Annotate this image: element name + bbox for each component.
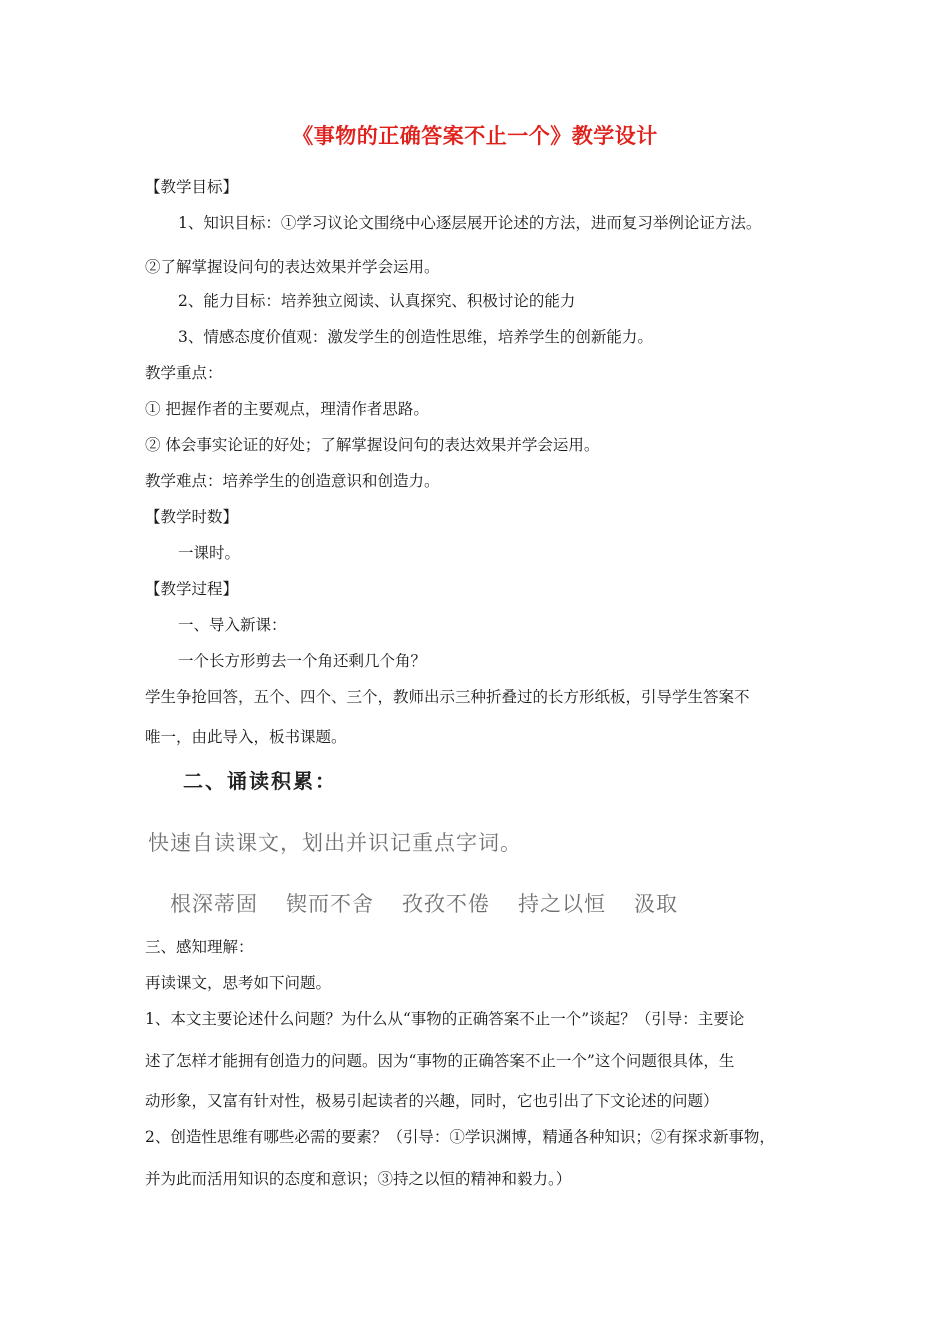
document-title: 《事物的正确答案不止一个》教学设计 bbox=[292, 124, 658, 148]
step2-task: 快速自读课文，划出并识记重点字词。 bbox=[148, 831, 522, 855]
key-point-1: ① 把握作者的主要观点，理清作者思路。 bbox=[145, 400, 429, 418]
vocabulary-word: 孜孜不倦 bbox=[402, 892, 490, 916]
vocabulary-word: 锲而不舍 bbox=[286, 892, 374, 916]
step3-intro: 再读课文，思考如下问题。 bbox=[145, 974, 332, 992]
difficulty-text: 教学难点：培养学生的创造意识和创造力。 bbox=[145, 472, 440, 490]
key-points-heading: 教学重点： bbox=[145, 364, 223, 382]
question-1-c: 动形象，又富有针对性，极易引起读者的兴趣，同时，它也引出了下文论述的问题） bbox=[145, 1092, 719, 1110]
vocabulary-word: 持之以恒 bbox=[518, 892, 606, 916]
goal-knowledge: 1、知识目标：①学习议论文围绕中心逐层展开论述的方法，进而复习举例论证方法。 bbox=[178, 214, 762, 232]
question-1-a: 1、本文主要论述什么问题？为什么从“事物的正确答案不止一个”谈起？（引导：主要论 bbox=[145, 1010, 745, 1028]
hours-heading: 【教学时数】 bbox=[145, 508, 239, 526]
key-point-2: ② 体会事实论证的好处；了解掌握设问句的表达效果并学会运用。 bbox=[145, 436, 600, 454]
process-heading: 【教学过程】 bbox=[145, 580, 239, 598]
goal-ability: 2、能力目标：培养独立阅读、认真探究、积极讨论的能力 bbox=[178, 292, 576, 310]
step1-title: 一、导入新课： bbox=[178, 616, 287, 634]
step1-text-b: 唯一，由此导入，板书课题。 bbox=[145, 728, 347, 746]
vocabulary-word: 根深蒂固 bbox=[170, 892, 258, 916]
vocabulary-word: 汲取 bbox=[634, 892, 678, 916]
step1-text-a: 学生争抢回答，五个、四个、三个，教师出示三种折叠过的长方形纸板，引导学生答案不 bbox=[145, 688, 750, 706]
goal-knowledge-continued: ②了解掌握设问句的表达效果并学会运用。 bbox=[145, 258, 440, 276]
question-2-a: 2、创造性思维有哪些必需的要素？（引导：①学识渊博，精通各种知识；②有探求新事物， bbox=[145, 1128, 775, 1146]
step1-question: 一个长方形剪去一个角还剩几个角？ bbox=[178, 652, 427, 670]
question-1-b: 述了怎样才能拥有创造力的问题。因为“事物的正确答案不止一个”这个问题很具体，生 bbox=[145, 1052, 735, 1070]
goal-emotion: 3、情感态度价值观：激发学生的创造性思维，培养学生的创新能力。 bbox=[178, 328, 653, 346]
step3-title: 三、感知理解： bbox=[145, 938, 254, 956]
goals-heading: 【教学目标】 bbox=[145, 178, 239, 196]
vocabulary-list bbox=[170, 888, 678, 918]
question-2-b: 并为此而活用知识的态度和意识；③持之以恒的精神和毅力。） bbox=[145, 1170, 572, 1188]
step2-title: 二、诵读积累： bbox=[183, 769, 337, 793]
hours-value: 一课时。 bbox=[178, 544, 241, 562]
